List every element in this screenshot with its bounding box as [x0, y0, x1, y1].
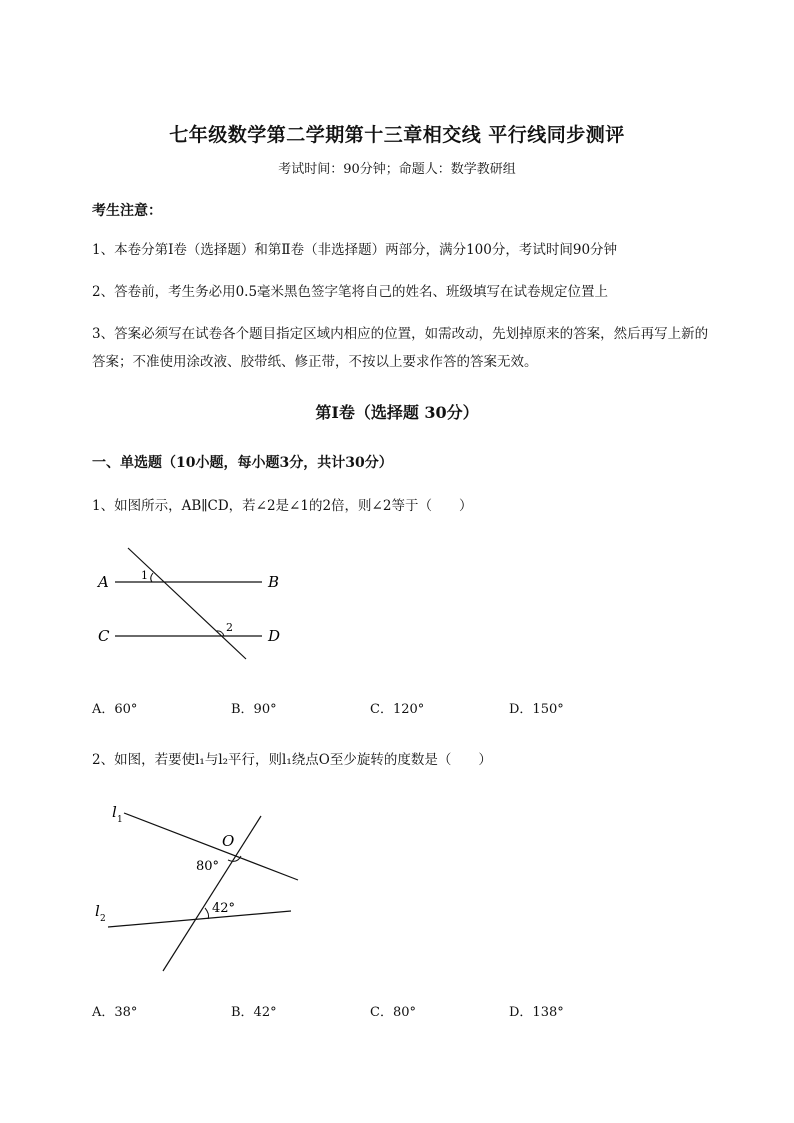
question-1-stem: 1、如图所示，AB∥CD，若∠2是∠1的2倍，则∠2等于（ ）: [92, 498, 473, 514]
part-heading: 一、单选题（10小题，每小题3分，共计30分）: [92, 455, 393, 471]
notice-heading: 考生注意：: [92, 203, 162, 219]
section-title: 第I卷（选择题 30分）: [315, 403, 479, 422]
label-point-o: O: [222, 832, 235, 850]
label-l1-subscript: 1: [117, 815, 123, 825]
question-2-figure: [88, 800, 313, 980]
question-2-option-b[interactable]: B．42°: [231, 1005, 277, 1020]
label-b: B: [268, 573, 280, 591]
label-angle-2: 2: [226, 621, 233, 634]
label-angle-42: 42°: [212, 901, 236, 916]
question-1-option-b[interactable]: B．90°: [231, 702, 277, 717]
label-angle-1: 1: [141, 569, 148, 582]
question-2-option-d[interactable]: D．138°: [509, 1005, 564, 1020]
question-1-figure: [90, 538, 310, 668]
notice-item-2: 2、答卷前，考生务必用0.5毫米黑色签字笔将自己的姓名、班级填写在试卷规定位置上: [92, 284, 609, 300]
question-2-stem: 2、如图，若要使l₁与l₂平行，则l₁绕点O至少旋转的度数是（ ）: [92, 752, 492, 768]
angle-1-arc: [151, 573, 153, 582]
notice-item-1: 1、本卷分第I卷（选择题）和第Ⅱ卷（非选择题）两部分，满分100分，考试时间90分钟: [92, 242, 618, 258]
label-d: D: [268, 627, 281, 645]
exam-subtitle: 考试时间：90分钟；命题人：数学教研组: [278, 162, 516, 177]
exam-title: 七年级数学第二学期第十三章相交线 平行线同步测评: [169, 124, 625, 146]
label-c: C: [98, 627, 110, 645]
question-2-option-a[interactable]: A．38°: [92, 1005, 138, 1020]
label-l1: l: [112, 803, 117, 821]
label-a: A: [98, 573, 109, 591]
label-l2-subscript: 2: [100, 914, 106, 924]
notice-item-3: 3、答案必须写在试卷各个题目指定区域内相应的位置，如需改动，先划掉原来的答案，然后再写上新的答案；不准使用涂改液、胶带纸、修正带，不按以上要求作答的答案无效。: [92, 326, 709, 370]
transversal-line: [163, 816, 261, 971]
label-l2: l: [95, 902, 100, 920]
question-1-option-d[interactable]: D．150°: [509, 702, 564, 717]
question-2-option-c[interactable]: C．80°: [370, 1005, 416, 1020]
question-1-option-a[interactable]: A．60°: [92, 702, 138, 717]
question-1-option-c[interactable]: C．120°: [370, 702, 425, 717]
transversal: [128, 548, 246, 659]
label-angle-80: 80°: [196, 859, 220, 874]
angle-42-arc: [205, 908, 209, 919]
